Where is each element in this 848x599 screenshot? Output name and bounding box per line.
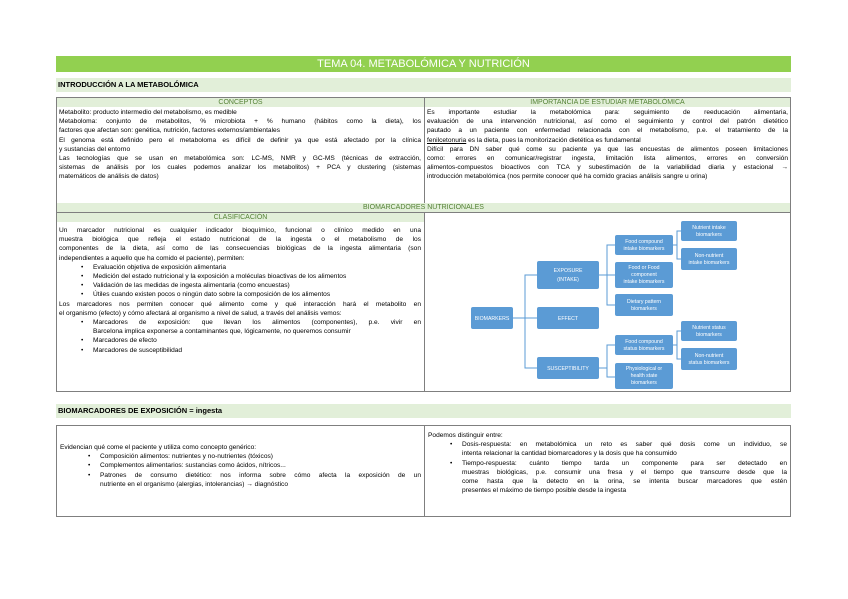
table2-border-right: [790, 425, 791, 517]
list-item: • Medición del estado nutricional y la exposición a moléculas bioactivas de los alimentos: [59, 272, 421, 281]
text-line: • Dosis-respuesta: en metabolómica un reto es saber qué dosis come un individuo, se: [462, 441, 787, 449]
text-line: matemáticos de análisis de datos): [59, 173, 159, 181]
text-line: • Marcadores de exposición: que llevan los alimentos (componentes), p.e. vivir en: [93, 319, 421, 327]
page-title: TEMA 04. METABOLÓMICA Y NUTRICIÓN: [56, 56, 791, 72]
text-line: muestras biológicas, p.e. consumir una fresa y el tiempo que transcurre desde que la: [462, 468, 787, 476]
text-line: [427, 136, 788, 145]
clasificacion-text: [59, 226, 421, 355]
text-line: nutriente en el organismo (alergias, intolerancias) → diagnóstico: [100, 480, 289, 488]
list-item: • Marcadores de efecto: [59, 336, 421, 345]
label-biomarkers: BIOMARKERS: [474, 316, 510, 322]
label-effect: EFFECT: [557, 316, 579, 322]
text-line: como: errores en comunicar/registrar ingesta, limitación lista alimentos, errores en conversión: [427, 155, 788, 163]
connector: [513, 275, 537, 318]
label-line: biomarkers: [631, 306, 657, 312]
label-line: biomarkers: [631, 380, 657, 386]
text-line: y sustancias del entorno: [59, 145, 131, 153]
conceptos-header: CONCEPTOS: [57, 98, 424, 107]
text-line: presentes el máximo de tiempo posible desde la ingesta: [462, 487, 627, 495]
node-food-compound-intake: [615, 235, 673, 255]
label-exposure: EXPOSURE: [553, 268, 583, 274]
importancia-text: [427, 108, 788, 182]
bullet-list: [60, 452, 421, 489]
section-heading-exposicion: BIOMARCADORES DE EXPOSICIÓN = ingesta: [56, 404, 791, 418]
label-line: Dietary pattern: [626, 299, 662, 305]
label-line: Food compound: [625, 239, 663, 245]
text-line: sistemas de análisis por los cuales podemos analizar los metabolitos) + PCA y clustering (sistemas: [59, 164, 421, 172]
text-line: El genoma está definido pero el metaboloma es difícil de definir ya que está afectado por la clínica: [59, 136, 421, 144]
list-item: • Útiles cuando existen pocos o ningún dato sobre la composición de los alimentos: [59, 290, 421, 299]
label-line: Nutrient status: [692, 325, 726, 331]
text-line: Los marcadores nos permiten conocer qué alimento come y qué interacción hará el metabolito en: [59, 300, 421, 308]
text-line: Metabolito: producto intermedio del metabolismo, es medible: [59, 109, 237, 116]
text-line: el organismo (efecto) y cómo afectará al organismo a nivel de salud, a través del análisis vemos:: [59, 309, 342, 317]
connector: [525, 318, 537, 368]
text-line: muestra biológica que refleja el estado nutricional de la ingesta o el metabolismo de los: [59, 236, 421, 244]
label-line: biomarkers: [696, 332, 722, 338]
text-line: evaluación de una intervención nutricional, así como el seguimiento y control del patrón dietético: [427, 118, 788, 126]
connector: [677, 345, 681, 359]
text-line: • Tiempo-respuesta: cuánto tiempo tarda un componente para ser detectado en: [462, 459, 787, 467]
list-item: • Complementos alimentarios: sustancias como ácidos, nítricos...: [60, 461, 421, 470]
table-border-right: [790, 97, 791, 392]
label-intake: (INTAKE): [557, 277, 579, 283]
label-line: component: [631, 272, 657, 278]
text-line: independientes a aquello que ha comido el paciente), permiten:: [59, 254, 245, 262]
list-item: [428, 459, 787, 496]
table2-divider: [424, 425, 425, 517]
label-line: intake biomarkers: [623, 246, 665, 252]
biomarcadores-header: BIOMARCADORES NUTRICIONALES: [57, 203, 790, 212]
label-line: Physiological or: [625, 366, 663, 372]
bullet-list: [59, 263, 421, 300]
connector: [607, 275, 615, 305]
label-line: Non-nutrient: [694, 353, 724, 359]
text-line: • Patrones de consumo dietético: nos informa sobre cómo afecta la exposición de un: [100, 471, 421, 479]
connector: [599, 245, 615, 275]
table2-border-bottom: [56, 516, 791, 517]
text-line: pautado a un paciente con enfermedad relacionada con el metabolismo, p.e. el tratamiento de la: [427, 127, 788, 135]
label-line: Non-nutrient: [694, 253, 724, 259]
label-line: status biomarkers: [688, 360, 730, 366]
table-border-left: [56, 97, 57, 392]
connector: [607, 368, 615, 377]
list-item: • Evaluación objetiva de exposición alimentaria: [59, 263, 421, 272]
node-food-compound-status: [615, 335, 673, 355]
text-line: come hasta que la detecto en la orina, se intenta buscar marcadores que estén: [462, 478, 787, 486]
node-dietary-pattern: [615, 294, 673, 316]
text-line: Metaboloma: conjunto de metabolitos, % microbiota + % humano (hábitos como la dieta), los: [59, 118, 421, 126]
connector: [673, 331, 681, 345]
connector: [673, 231, 681, 245]
bullet-list: [59, 318, 421, 355]
section-heading-intro: INTRODUCCIÓN A LA METABOLÓMICA: [56, 78, 791, 92]
text-line-rest: es la dieta, pues la monitorización dietética es fundamental: [466, 136, 641, 144]
table2-border-left: [56, 425, 57, 517]
node-non-nutrient-intake: [681, 248, 737, 270]
biomarkers-diagram: [425, 213, 790, 391]
label-line: Food compound: [625, 339, 663, 345]
label-line: biomarkers: [696, 232, 722, 238]
text-line: intenta relacionar la cantidad biomarcadores y la dosis que ha consumido: [462, 450, 677, 458]
node-nutrient-intake: [681, 221, 737, 241]
text-line: alimentos-compuestos bioactivos con TCA y subestimación de la variabilidad diaria y estacional →: [427, 164, 788, 172]
text-line: Podemos distinguir entre:: [428, 432, 503, 439]
exposicion-right-text: [428, 431, 787, 495]
label-susceptibility: SUSCEPTIBILITY: [547, 366, 589, 372]
label-line: health state: [630, 373, 658, 379]
text-line: Barcelona implica exponerse a contaminantes que, lógicamente, no queremos consumir: [93, 328, 351, 336]
text-line: Difícil para DN saber qué come su paciente ya que las encuestas de alimentos poseen limitaciones: [427, 145, 788, 153]
list-item: • Validación de las medidas de ingesta alimentaria (como encuestas): [59, 281, 421, 290]
bullet-list: [428, 440, 787, 495]
text-line: Las tecnologías que se usan en metabolómica son: LC-MS, NMR y GC-MS (técnicas de extracción,: [59, 155, 421, 163]
text-line: Un marcador nutricional es cualquier indicador bioquímico, funcional o clínico medido en una: [59, 227, 421, 234]
label-line: Food or Food: [628, 265, 660, 271]
list-item: • Marcadores de susceptibilidad: [59, 346, 421, 355]
underlined-term: fenilcetonuria: [427, 136, 467, 144]
text-line: introducción metabolómica (nos permite conocer qué ha comido gracias análisis sangre u orina): [427, 173, 708, 181]
list-item: [60, 471, 421, 489]
table-divider-top: [424, 97, 425, 203]
conceptos-text: [59, 108, 421, 182]
node-nutrient-status: [681, 321, 737, 341]
exposicion-left-text: [60, 443, 421, 489]
label-line: intake biomarkers: [688, 260, 730, 266]
text-line: Es importante estudiar la metabolómica para: seguimiento de reeducación alimentaria,: [427, 109, 788, 116]
text-line: componentes de la dieta, así como de las consecuencias biológicas de la ingesta alimentaria (son: [59, 245, 421, 253]
text-line: factores que afectan son: genética, nutrición, factores externos/ambientales: [59, 127, 281, 135]
connector: [599, 345, 615, 368]
node-non-nutrient-status: [681, 348, 737, 370]
list-item: [59, 318, 421, 336]
clasificacion-header: CLASIFICACIÓN: [57, 213, 424, 222]
connector: [677, 245, 681, 259]
importancia-header: IMPORTANCIA DE ESTUDIAR METABOLÓMICA: [425, 98, 790, 107]
label-line: intake biomarkers: [623, 279, 665, 285]
label-line: status biomarkers: [623, 346, 665, 352]
list-item: [428, 440, 787, 458]
table-border-bottom: [56, 391, 791, 392]
label-line: Nutrient intake: [692, 225, 726, 231]
text-line: Evidencian qué come el paciente y utiliza como concepto genérico:: [60, 444, 257, 451]
list-item: • Composición alimentos: nutrientes y no-nutrientes (tóxicos): [60, 452, 421, 461]
node-exposure: [537, 261, 599, 289]
